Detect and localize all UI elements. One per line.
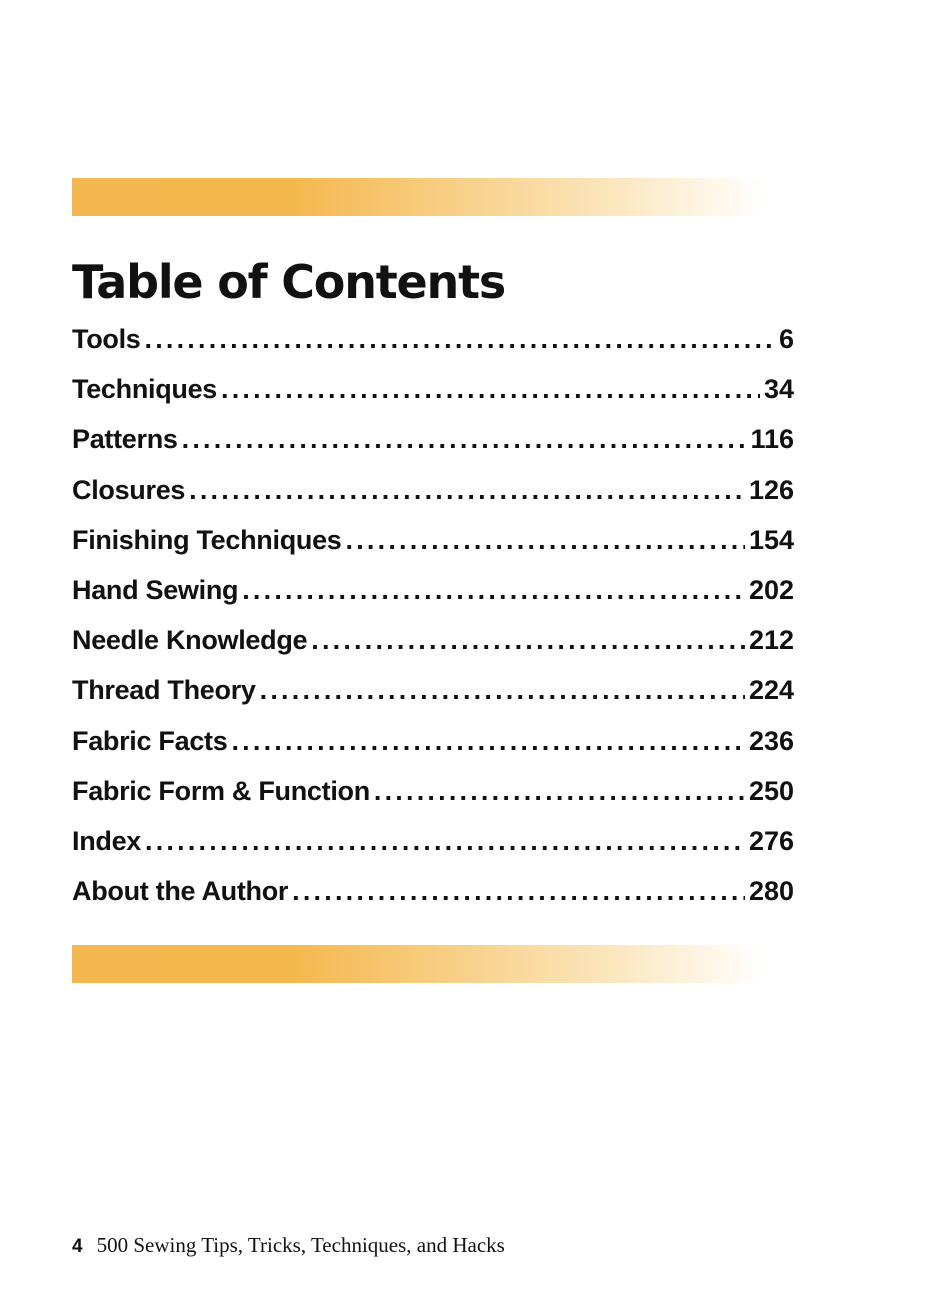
toc-entry-page: 224 (748, 675, 794, 706)
toc-list (72, 319, 794, 921)
dot-leader (260, 670, 745, 710)
toc-entry-fabric-form-function[interactable] (72, 771, 794, 821)
toc-entry-techniques[interactable] (72, 369, 794, 419)
dot-leader (346, 520, 745, 560)
toc-entry-page: 236 (748, 725, 794, 756)
toc-entry-about-the-author[interactable] (72, 871, 794, 921)
toc-entry-finishing-techniques[interactable] (72, 520, 794, 570)
toc-entry-page: 154 (748, 524, 794, 555)
toc-entry-label: Techniques (72, 374, 218, 405)
dot-leader (145, 319, 775, 359)
dot-leader (221, 369, 760, 409)
toc-entry-needle-knowledge[interactable] (72, 620, 794, 670)
toc-entry-label: Index (72, 825, 142, 856)
top-gradient-band (72, 178, 764, 216)
toc-entry-tools[interactable] (72, 319, 794, 369)
footer-book-title: 500 Sewing Tips, Tricks, Techniques, and Hacks (96, 1233, 505, 1257)
toc-entry-page: 34 (763, 374, 794, 405)
dot-leader (311, 620, 745, 660)
toc-entry-page: 212 (748, 625, 794, 656)
dot-leader (189, 470, 745, 510)
footer-page-number: 4 (72, 1236, 83, 1257)
dot-leader (374, 771, 745, 811)
toc-entry-label: Patterns (72, 424, 178, 455)
toc-entry-page: 116 (750, 424, 794, 455)
dot-leader (242, 570, 745, 610)
toc-entry-page: 202 (748, 574, 794, 605)
dot-leader (292, 871, 745, 911)
toc-entry-hand-sewing[interactable] (72, 570, 794, 620)
toc-entry-label: About the Author (72, 876, 289, 907)
toc-entry-label: Closures (72, 474, 186, 505)
toc-entry-thread-theory[interactable] (72, 670, 794, 720)
toc-entry-page: 6 (778, 324, 794, 354)
toc-entry-label: Fabric Facts (72, 725, 228, 756)
toc-entry-label: Finishing Techniques (72, 524, 342, 555)
toc-entry-closures[interactable] (72, 470, 794, 520)
toc-entry-page: 250 (748, 775, 794, 806)
toc-entry-label: Needle Knowledge (72, 625, 308, 656)
toc-entry-page: 276 (748, 825, 794, 856)
toc-entry-label: Tools (72, 324, 141, 354)
toc-entry-label: Hand Sewing (72, 574, 239, 605)
dot-leader (145, 821, 745, 861)
toc-entry-fabric-facts[interactable] (72, 721, 794, 771)
page-title: Table of Contents (72, 255, 506, 309)
toc-entry-patterns[interactable] (72, 419, 794, 469)
dot-leader (182, 419, 747, 459)
toc-entry-page: 126 (748, 474, 794, 505)
dot-leader (231, 721, 744, 761)
toc-entry-index[interactable] (72, 821, 794, 871)
page-footer (72, 1233, 505, 1258)
toc-entry-label: Thread Theory (72, 675, 256, 706)
toc-entry-label: Fabric Form & Function (72, 775, 370, 806)
bottom-gradient-band (72, 945, 764, 983)
toc-entry-page: 280 (748, 876, 794, 907)
